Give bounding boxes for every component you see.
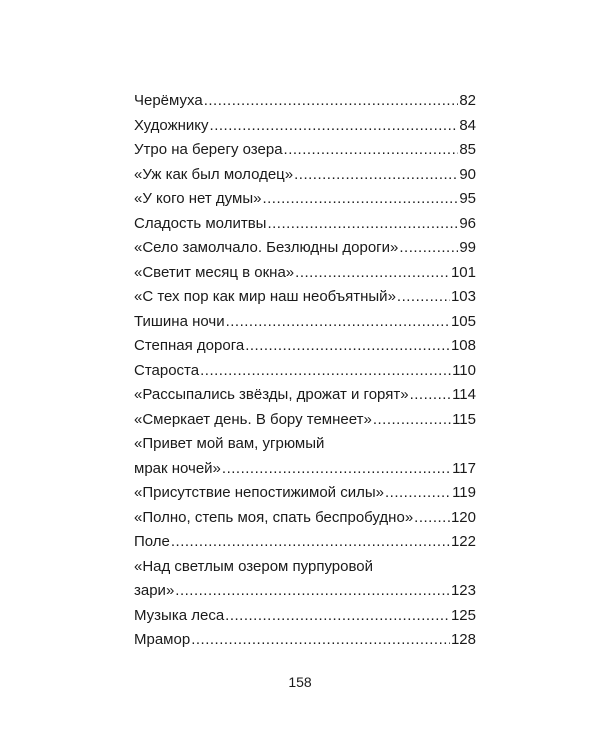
toc-entry-title: Мрамор: [134, 631, 191, 648]
toc-entry: [134, 628, 476, 653]
toc-entry-page: 90: [459, 165, 476, 183]
dot-leader: [267, 212, 458, 237]
toc-entry: [134, 187, 476, 212]
dot-leader: [385, 481, 451, 506]
dot-leader: [295, 261, 450, 286]
toc-entry-page: 95: [459, 190, 476, 207]
toc-entry-title: Тишина ночи: [134, 312, 225, 330]
page-number: 158: [288, 674, 312, 690]
toc-entry-page: 108: [450, 337, 476, 354]
dot-leader: [245, 334, 450, 359]
toc-entry: [134, 604, 476, 629]
toc-entry: [134, 506, 476, 531]
toc-entry-title: Сладость молитвы: [134, 214, 267, 232]
toc-entry-title: Черёмуха: [134, 92, 203, 109]
toc-entry: [134, 212, 476, 237]
toc-entry: [134, 285, 476, 310]
toc-entry-page: 119: [452, 484, 476, 501]
toc-entry-page: 122: [450, 533, 476, 550]
toc-entry-title: Утро на берегу озера: [134, 141, 283, 158]
toc-entry-title: мрак ночей»: [134, 459, 221, 477]
dot-leader: [373, 408, 451, 433]
toc-entry-page: 110: [452, 361, 476, 379]
dot-leader: [222, 457, 451, 482]
toc-entry-page: 101: [450, 263, 476, 281]
toc-entry: [134, 138, 476, 163]
toc-entry-page: 84: [459, 116, 476, 134]
toc-entry-title: «Село замолчало. Безлюдны дороги»: [134, 239, 399, 256]
dot-leader: [414, 506, 450, 531]
toc-entry-page: 82: [459, 92, 476, 109]
dot-leader: [210, 114, 459, 139]
toc-entry-page: 85: [459, 141, 476, 158]
toc-entry-title: «Уж как был молодец»: [134, 165, 294, 183]
toc-entry-title: Староста: [134, 361, 200, 379]
toc-entry-title-line1: «Привет мой вам, угрюмый: [134, 435, 325, 452]
toc-entry: [134, 530, 476, 555]
dot-leader: [399, 236, 458, 261]
toc-entry-page: 123: [450, 582, 476, 599]
toc-entry: [134, 408, 476, 433]
toc-entry-title: «Полно, степь моя, спать беспробудно»: [134, 508, 414, 526]
dot-leader: [410, 383, 452, 408]
dot-leader: [284, 138, 459, 163]
toc-entry: [134, 481, 476, 506]
toc-entry: [134, 359, 476, 384]
toc-entry: [134, 236, 476, 261]
toc-entry-title: «Присутствие непостижимой силы»: [134, 484, 384, 501]
toc-entry: [134, 163, 476, 188]
toc-entry-page: 115: [452, 410, 476, 428]
dot-leader: [204, 89, 459, 114]
dot-leader: [225, 604, 450, 629]
dot-leader: [200, 359, 451, 384]
toc-entry: [134, 383, 476, 408]
toc-entry-page: 117: [452, 459, 476, 477]
table-of-contents: [134, 89, 476, 653]
toc-entry-page: 120: [450, 508, 476, 526]
toc-entry-title: Поле: [134, 533, 170, 550]
toc-entry-page: 114: [452, 386, 476, 403]
toc-entry: [134, 334, 476, 359]
toc-entry-title: Музыка леса: [134, 606, 225, 624]
toc-entry-page: 125: [450, 606, 476, 624]
toc-entry-title: «У кого нет думы»: [134, 190, 262, 207]
toc-entry-title: «Рассыпались звёзды, дрожат и горят»: [134, 386, 409, 403]
dot-leader: [226, 310, 450, 335]
toc-entry: [134, 432, 476, 481]
toc-entry-page: 105: [450, 312, 476, 330]
toc-entry-title: Художнику: [134, 116, 209, 134]
toc-entry: [134, 310, 476, 335]
toc-entry-title: «Светит месяц в окна»: [134, 263, 295, 281]
toc-entry-page: 96: [459, 214, 476, 232]
toc-entry-title: Степная дорога: [134, 337, 245, 354]
dot-leader: [175, 579, 450, 604]
dot-leader: [397, 285, 450, 310]
toc-entry-page: 103: [450, 288, 476, 305]
dot-leader: [262, 187, 458, 212]
toc-entry-title: зари»: [134, 582, 175, 599]
toc-entry-title-line1: «Над светлым озером пурпуровой: [134, 557, 373, 575]
toc-entry-page: 99: [459, 239, 476, 256]
dot-leader: [294, 163, 458, 188]
toc-entry: [134, 555, 476, 604]
toc-entry-title: «С тех пор как мир наш необъятный»: [134, 288, 396, 305]
toc-entry-page: 128: [450, 631, 476, 648]
toc-entry: [134, 114, 476, 139]
toc-entry: [134, 89, 476, 114]
dot-leader: [171, 530, 450, 555]
dot-leader: [191, 628, 450, 653]
toc-entry: [134, 261, 476, 286]
toc-entry-title: «Смеркает день. В бору темнеет»: [134, 410, 372, 428]
